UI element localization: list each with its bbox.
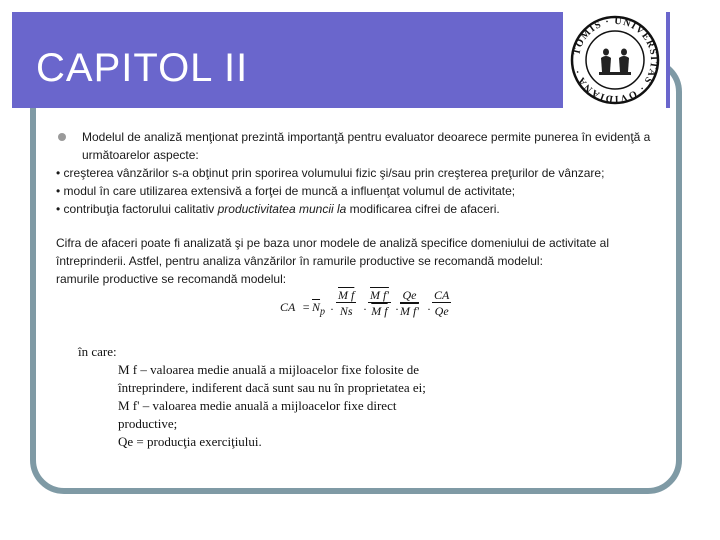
formula-dot-3: ·	[395, 302, 399, 316]
fraction-3-num: Qe	[400, 288, 419, 303]
fraction-1-num: M f	[338, 288, 355, 302]
fraction-2-num: M f'	[370, 288, 389, 302]
np-subscript: p	[320, 306, 326, 318]
fraction-4-den: Qe	[434, 304, 449, 318]
formula-np	[312, 300, 325, 317]
para-line-3: ramurile productive se recomandă modelul:	[56, 272, 287, 286]
bullet-item-1: • creşterea vânzărilor s-a obţinut prin sporirea volumului fizic şi/sau prin creşterea preţurilor de vânzare;	[56, 166, 605, 180]
slide-title: CAPITOL II	[36, 46, 249, 90]
slide-body	[56, 128, 656, 288]
fraction-1	[336, 288, 356, 319]
formula-dot-1: ·	[330, 302, 334, 316]
np-symbol: $\overline{N}$	[312, 300, 321, 314]
fraction-3	[400, 288, 419, 319]
para-line-2: întreprinderii. Astfel, pentru analiza vânzărilor în ramurile productive se recomandă modelul:	[56, 254, 543, 268]
model-paragraph	[56, 234, 656, 288]
legend-line-2: întreprindere, indiferent dacă sunt sau nu în proprietatea ei;	[118, 380, 426, 395]
fraction-1-den: Ns	[339, 304, 353, 318]
university-seal-logo	[563, 12, 666, 108]
intro-line-1: Modelul de analiză menţionat prezintă importanţă pentru evaluator deoarece permite punerea în evidenţă a	[82, 130, 651, 144]
svg-text:TOMIS · UNIVERSITAS · OVIDIANA: TOMIS · UNIVERSITAS · OVIDIANA ·	[571, 15, 660, 105]
intro-paragraph	[56, 128, 656, 164]
bullet-3-text: • contribuţia factorului calitativ	[56, 202, 218, 216]
bullet-3-italic: productivitatea muncii la	[217, 202, 347, 216]
bullet-3-tail: modificarea cifrei de afaceri.	[346, 202, 500, 216]
formula-equals: =	[302, 300, 311, 314]
fraction-2-den: M f	[371, 304, 388, 318]
bullet-item-2: • modul în care utilizarea extensivă a forţei de muncă a influenţat volumul de activitate;	[56, 184, 516, 198]
bullet-dot-icon	[58, 133, 66, 141]
formula-dot-4: ·	[427, 302, 431, 316]
formula-lhs: CA	[280, 300, 296, 314]
fraction-4-num: CA	[434, 288, 450, 302]
intro-line-2: următoarelor aspecte:	[82, 148, 199, 162]
fraction-4	[432, 288, 451, 319]
formula-dot-2: ·	[363, 302, 367, 316]
seal-icon	[563, 12, 666, 108]
legend-line-3: M f' – valoarea medie anuală a mijloacelor fixe direct productive;	[118, 398, 397, 431]
para-line-1: Cifra de afaceri poate fi analizată şi pe baza unor modele de analiză specifice domeniului de activitate al	[56, 236, 609, 250]
legend-heading: în care:	[78, 344, 117, 359]
formula-legend	[78, 343, 458, 451]
fraction-2	[368, 288, 391, 319]
bullet-item-3	[56, 200, 656, 218]
revenue-formula	[280, 288, 460, 326]
fraction-3-den: M f'	[400, 304, 419, 318]
legend-line-4: Qe = producţia exerciţiului.	[118, 434, 262, 449]
legend-line-1: M f – valoarea medie anuală a mijloacelor fixe folosite de	[118, 362, 420, 377]
